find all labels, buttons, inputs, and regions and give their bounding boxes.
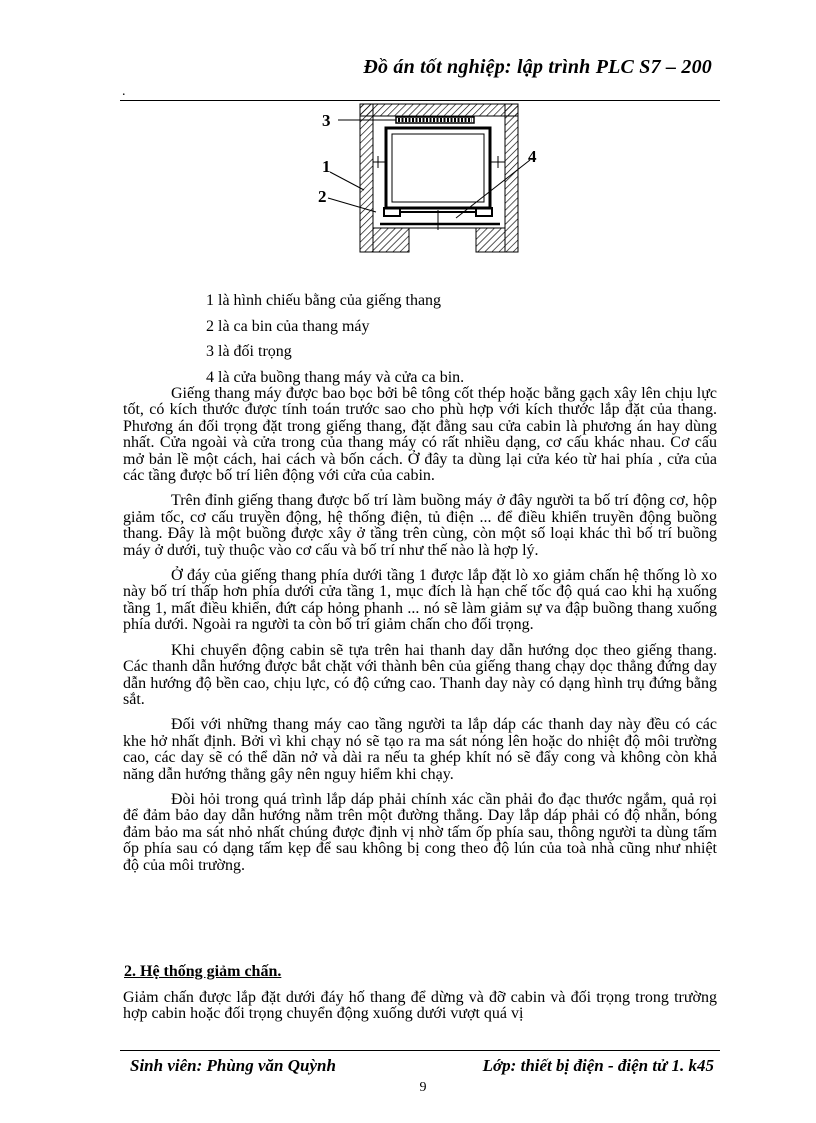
body-text	[123, 386, 717, 883]
figure-legend	[206, 288, 464, 390]
figure-label-4: 4	[528, 147, 537, 166]
counterweight	[396, 117, 474, 123]
cabin	[373, 128, 505, 208]
page-number: 9	[419, 1080, 427, 1095]
footer-rule	[120, 1050, 720, 1051]
legend-item: 3 là đối trọng	[206, 343, 292, 361]
paragraph: Giảm chấn được lắp đặt dưới đáy hố thang để dừng và đỡ cabin và đối trọng trong trường hợp cabin hoặc đối trọng chuyển động xuống dưới vượt quá vị	[123, 989, 717, 1023]
legend-item: 1 là hình chiếu bằng của giếng thang	[206, 292, 442, 309]
leader-lines	[328, 120, 530, 218]
legend-item: 2 là ca bin của thang máy	[206, 317, 370, 335]
elevator-shaft-figure	[318, 100, 558, 260]
tail-text	[123, 990, 717, 1023]
footer-student: Sinh viên: Phùng văn Quỳnh	[130, 1056, 336, 1075]
figure-label-1: 1	[322, 157, 331, 176]
paragraph: Ở đáy của giếng thang phía dưới tầng 1 được lắp đặt lò xo giảm chấn hệ thống lò xo này bố trí thấp hơn phía dưới cửa tầng 1, mục đích là hạn chế tốc độ quá cao khi hạ xuống tầng 1, mất điều khiển, đứt cáp hỏng phanh ... nó sẽ làm giảm sự va đập buồng thang xuống phía dưới. Ngoài ra người ta còn bố trí giảm chấn cho đối trọng.	[123, 567, 717, 634]
legend-item: 4 là cửa buồng thang máy và cửa ca bin.	[206, 368, 465, 386]
paragraph: Khi chuyển động cabin sẽ tựa trên hai thanh day dẫn hướng dọc theo giếng thang. Các thanh dẫn hướng được bắt chặt với thành bên của giếng thang chạy dọc thẳng đứng day dẫn hướng độ bền cao, chịu lực, có độ cứng cao. Thanh day này có dạng hình trụ đứng bằng sắt.	[123, 641, 717, 708]
shaft-walls	[360, 104, 518, 252]
paragraph: Đối với những thang máy cao tầng người ta lắp dáp các thanh day này đều có các khe hở nhất định. Bởi vì khi chạy nó sẽ tạo ra ma sát nóng lên hoặc do nhiệt độ môi trường cao, các day sẽ có thể dãn nở và dài ra nếu ta ghép khít nó sẽ đẩy cong và không còn khả năng dẫn hướng thẳng gây nên nguy hiểm khi chạy.	[123, 716, 717, 783]
document-header-title: Đồ án tốt nghiệp: lập trình PLC S7 – 200	[363, 56, 712, 78]
paragraph: Giếng thang máy được bao bọc bởi bê tông cốt thép hoặc bằng gạch xây lên chịu lực tốt, có kích thước được tính toán trước sao cho phù hợp với kích thước lắp đặt của thang. Phương án đối trọng đặt trong giếng thang, đặt đằng sau cửa cabin là phương án hay dùng nhất. Cửa ngoài và cửa trong của thang máy có rất nhiều dạng, cơ cấu khác nhau. Cơ cấu mở bản lề một cách, hai cách và bốn cách. Ở đây ta dùng lại cửa kéo từ hai phía , cửa của các tầng được bố trí liên động với cửa của cabin.	[123, 385, 717, 485]
paragraph: Trên đỉnh giếng thang được bố trí làm buồng máy ở đây người ta bố trí động cơ, hộp giảm tốc, cơ cấu truyền động, hệ thống điện, tủ điện ... để điều khiển truyền động buồng thang. Đây là một buồng được xây ở tầng trên cùng, còn một số loại khác thì bố trí buồng máy ở dưới, tuỳ thuộc vào cơ cấu và bố trí như thế nào là hợp lý.	[123, 492, 717, 559]
section-heading: 2. Hệ thống giảm chấn.	[124, 963, 282, 980]
paragraph: Đòi hỏi trong quá trình lắp dáp phải chính xác cần phải đo đạc thước ngắm, quả rọi để đảm bảo day dẫn hướng nằm trên một đường thẳng. Day lắp dáp phải có độ nhẵn, bóng đảm bảo ma sát nhỏ nhất chúng được định vị nhờ tấm ốp phía sau, thông người ta dùng tấm ốp phía sau có dạng tấm kẹp để sau không bị cong theo độ lún của toà nhà cũng như nhiệt độ của môi trường.	[123, 790, 717, 874]
figure-label-3: 3	[322, 111, 331, 130]
doors	[374, 208, 504, 230]
header-dot: .	[122, 84, 126, 99]
footer-class: Lớp: thiết bị điện - điện tử 1. k45	[482, 1056, 714, 1075]
figure-label-2: 2	[318, 187, 327, 206]
